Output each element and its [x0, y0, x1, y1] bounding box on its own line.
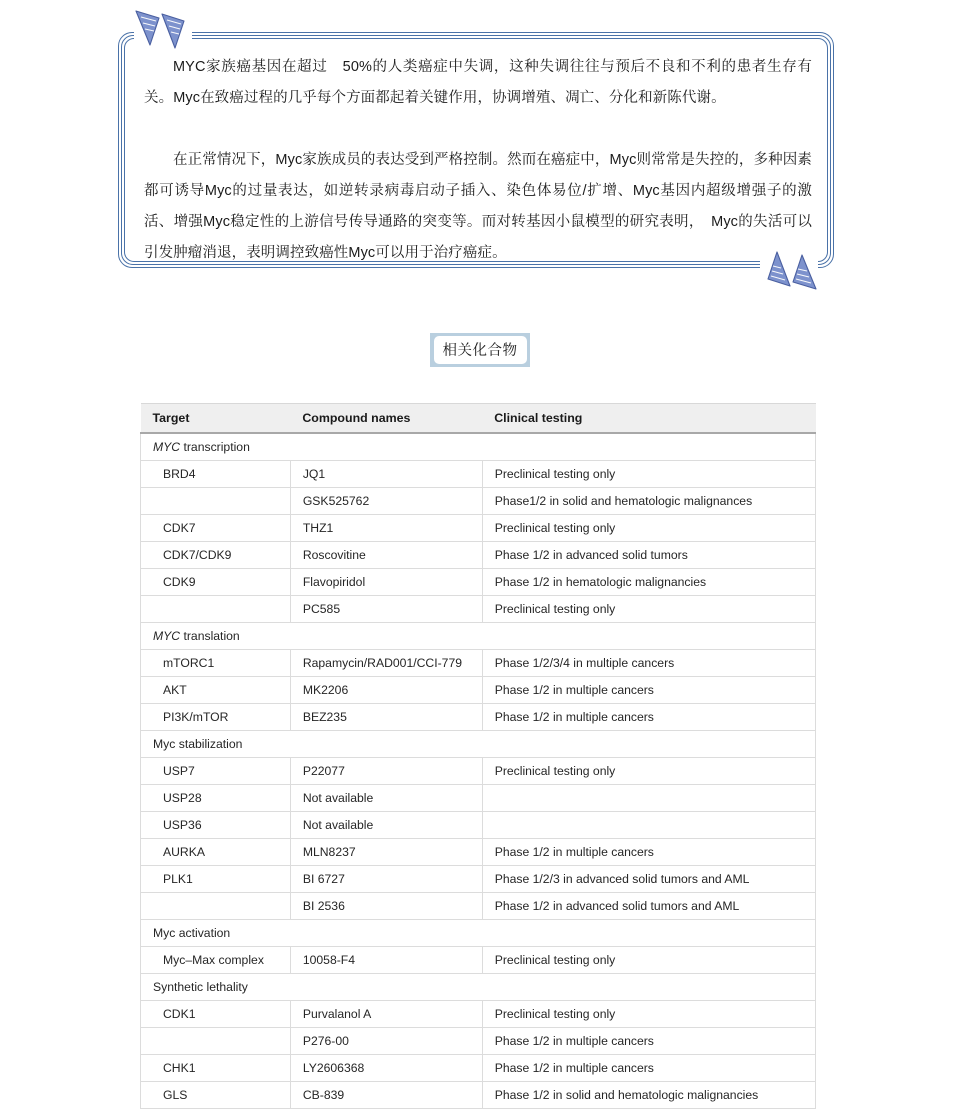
table-cell-target: PI3K/mTOR	[141, 704, 291, 731]
table-row	[141, 785, 816, 812]
table-cell-clinical: Phase 1/2 in multiple cancers	[482, 1028, 815, 1055]
table-cell-compound: Roscovitine	[290, 542, 482, 569]
table-row	[141, 542, 816, 569]
table-cell-compound: JQ1	[290, 461, 482, 488]
table-row	[141, 596, 816, 623]
table-cell-clinical: Phase1/2 in solid and hematologic malignances	[482, 488, 815, 515]
table-cell-clinical: Preclinical testing only	[482, 515, 815, 542]
table-cell-target: AKT	[141, 677, 291, 704]
table-cell-target: CDK7	[141, 515, 291, 542]
table-cell-compound: BI 6727	[290, 866, 482, 893]
table-body	[141, 433, 816, 1109]
table-cell-compound: MLN8237	[290, 839, 482, 866]
table-cell-target: USP7	[141, 758, 291, 785]
table-cell-clinical: Phase 1/2/3 in advanced solid tumors and AML	[482, 866, 815, 893]
table-cell-compound: CB-839	[290, 1082, 482, 1109]
table-header-row	[141, 404, 816, 434]
table-cell-target: PLK1	[141, 866, 291, 893]
table-row	[141, 1001, 816, 1028]
table-group-row	[141, 731, 816, 758]
table-group-label	[141, 623, 816, 650]
table-row	[141, 893, 816, 920]
table-cell-compound: THZ1	[290, 515, 482, 542]
table-group-text: Synthetic lethality	[153, 980, 248, 994]
table-cell-target: mTORC1	[141, 650, 291, 677]
table-cell-target: CDK1	[141, 1001, 291, 1028]
table-cell-target: USP36	[141, 812, 291, 839]
table-cell-target: CHK1	[141, 1055, 291, 1082]
table-cell-target: BRD4	[141, 461, 291, 488]
table-row	[141, 704, 816, 731]
intro-text-body	[144, 52, 812, 261]
table-row	[141, 461, 816, 488]
table-row	[141, 515, 816, 542]
table-row	[141, 1028, 816, 1055]
table-cell-compound: Not available	[290, 785, 482, 812]
intro-paragraph-2: 在正常情况下，Myc家族成员的表达受到严格控制。然而在癌症中，Myc则常常是失控的，多种因素都可诱导Myc的过量表达，如逆转录病毒启动子插入、染色体易位/扩增、Myc基因内超级增强子的激活、增强Myc稳定性的上游信号传导通路的突变等。而对转基因小鼠模型的研究表明， Myc的失活可以引发肿瘤消退，表明调控致癌性Myc可以用于治疗癌症。	[144, 152, 812, 261]
intro-paragraph-1: MYC家族癌基因在超过 50%的人类癌症中失调，这种失调往往与预后不良和不利的患者生存有关。Myc在致癌过程的几乎每个方面都起着关键作用，协调增殖、凋亡、分化和新陈代谢。	[144, 59, 812, 106]
table-cell-clinical	[482, 785, 815, 812]
column-header-compound-names: Compound names	[290, 404, 482, 434]
table-cell-compound: BEZ235	[290, 704, 482, 731]
table-cell-clinical: Phase 1/2 in solid and hematologic malignancies	[482, 1082, 815, 1109]
table-group-label	[141, 731, 816, 758]
section-heading-label: 相关化合物	[434, 336, 527, 364]
table-group-row	[141, 920, 816, 947]
table-group-text: transcription	[180, 440, 250, 454]
table-cell-target	[141, 1028, 291, 1055]
table-row	[141, 758, 816, 785]
table-row	[141, 650, 816, 677]
table-row	[141, 1082, 816, 1109]
table-cell-compound: P22077	[290, 758, 482, 785]
table-row	[141, 866, 816, 893]
table-group-row	[141, 974, 816, 1001]
table-cell-compound: Flavopiridol	[290, 569, 482, 596]
table-cell-clinical: Phase 1/2 in hematologic malignancies	[482, 569, 815, 596]
table-cell-compound: GSK525762	[290, 488, 482, 515]
pennant-decoration-bottom-right	[756, 248, 820, 292]
table-group-row	[141, 623, 816, 650]
table-row	[141, 1055, 816, 1082]
table-group-label	[141, 974, 816, 1001]
table-cell-target: CDK7/CDK9	[141, 542, 291, 569]
table-cell-clinical: Phase 1/2 in advanced solid tumors	[482, 542, 815, 569]
table-cell-target	[141, 893, 291, 920]
table-group-gene-name: MYC	[153, 629, 181, 643]
table-cell-compound: Rapamycin/RAD001/CCI-779	[290, 650, 482, 677]
table-row	[141, 569, 816, 596]
table-cell-target	[141, 488, 291, 515]
table-cell-target: AURKA	[141, 839, 291, 866]
table-cell-compound: MK2206	[290, 677, 482, 704]
table-cell-clinical	[482, 812, 815, 839]
table-cell-clinical: Phase 1/2 in multiple cancers	[482, 1055, 815, 1082]
table-cell-clinical: Phase 1/2 in advanced solid tumors and AML	[482, 893, 815, 920]
table-row	[141, 677, 816, 704]
column-header-clinical-testing: Clinical testing	[482, 404, 815, 434]
table-row	[141, 812, 816, 839]
table-cell-target: USP28	[141, 785, 291, 812]
table-group-text: translation	[180, 629, 240, 643]
table-cell-compound: LY2606368	[290, 1055, 482, 1082]
table-group-text: Myc stabilization	[153, 737, 243, 751]
table-cell-clinical: Phase 1/2/3/4 in multiple cancers	[482, 650, 815, 677]
table-cell-compound: Not available	[290, 812, 482, 839]
intro-card	[118, 32, 834, 268]
table-row	[141, 488, 816, 515]
table-cell-clinical: Preclinical testing only	[482, 596, 815, 623]
table-group-row	[141, 433, 816, 461]
table-cell-clinical: Phase 1/2 in multiple cancers	[482, 839, 815, 866]
table-cell-clinical: Phase 1/2 in multiple cancers	[482, 704, 815, 731]
table-row	[141, 839, 816, 866]
table-cell-clinical: Preclinical testing only	[482, 1001, 815, 1028]
table-row	[141, 947, 816, 974]
table-cell-compound: PC585	[290, 596, 482, 623]
table-cell-clinical: Preclinical testing only	[482, 758, 815, 785]
table-group-label	[141, 433, 816, 461]
table-cell-clinical: Phase 1/2 in multiple cancers	[482, 677, 815, 704]
table-group-text: Myc activation	[153, 926, 231, 940]
table-group-gene-name: MYC	[153, 440, 181, 454]
compound-table	[140, 403, 816, 1109]
compound-table-container	[140, 403, 816, 1109]
table-cell-target	[141, 596, 291, 623]
table-cell-target: Myc–Max complex	[141, 947, 291, 974]
table-cell-target: GLS	[141, 1082, 291, 1109]
table-cell-compound: P276-00	[290, 1028, 482, 1055]
table-cell-target: CDK9	[141, 569, 291, 596]
table-cell-clinical: Preclinical testing only	[482, 947, 815, 974]
pennant-decoration-top-left	[132, 8, 196, 52]
table-cell-compound: Purvalanol A	[290, 1001, 482, 1028]
table-cell-compound: BI 2536	[290, 893, 482, 920]
table-head	[141, 404, 816, 434]
section-heading-band	[430, 333, 530, 367]
table-group-label	[141, 920, 816, 947]
table-cell-compound: 10058-F4	[290, 947, 482, 974]
table-cell-clinical: Preclinical testing only	[482, 461, 815, 488]
column-header-target: Target	[141, 404, 291, 434]
